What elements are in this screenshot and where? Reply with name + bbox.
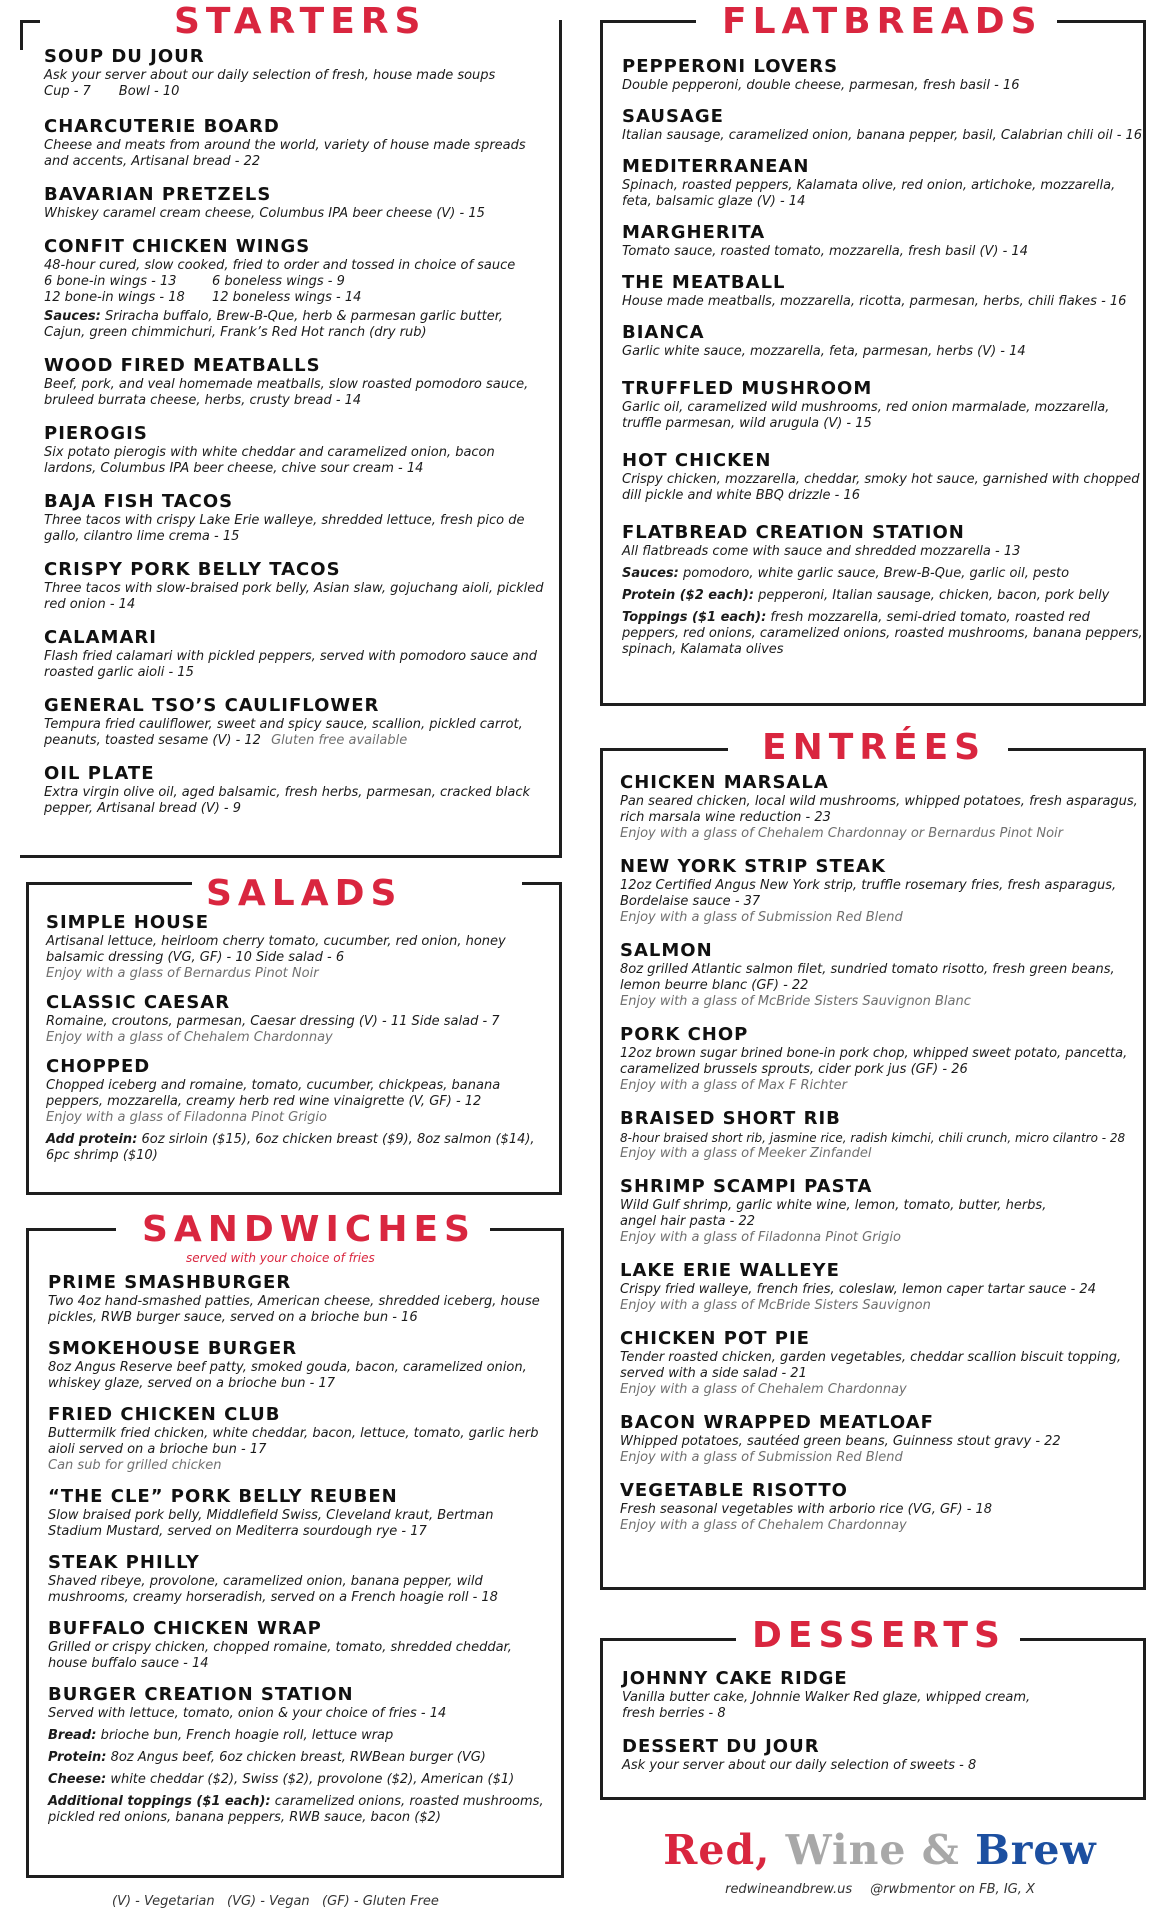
item-name: SHRIMP SCAMPI PASTA (620, 1176, 873, 1197)
list-item (44, 236, 544, 341)
diet-legend: (V) - Vegetarian (VG) - Vegan (GF) - Gluten Free (112, 1894, 439, 1909)
list-item (46, 912, 546, 982)
starters-list (44, 46, 544, 817)
item-name: SOUP DU JOUR (44, 46, 205, 67)
brand-social[interactable]: @rwbmentor on FB, IG, X (870, 1882, 1035, 1897)
item-pairing: Enjoy with a glass of Chehalem Chardonnay (46, 1030, 333, 1045)
wing-row: 12 bone-in wings - 18 12 boneless wings - 14 (44, 290, 362, 305)
item-desc: 12oz brown sugar brined bone-in pork chop, whipped sweet potato, pancetta, caramelized brussels sprouts, cider pork jus (GF) - 26 (620, 1046, 1128, 1077)
item-name: THE MEATBALL (622, 272, 786, 293)
list-item (44, 116, 544, 170)
item-name: SAUSAGE (622, 106, 724, 127)
item-name: SIMPLE HOUSE (46, 912, 210, 933)
item-prices: Cup - 7 Bowl - 10 (44, 84, 180, 99)
logo-amp: & (921, 1826, 960, 1874)
item-name: CHICKEN MARSALA (620, 772, 829, 793)
list-item (46, 992, 546, 1046)
item-extra: Sauces: pomodoro, white garlic sauce, Brew-B-Que, garlic oil, pesto (622, 566, 1070, 581)
item-desc: Tender roasted chicken, garden vegetables, cheddar scallion biscuit topping, served with a side salad - 21 (620, 1350, 1122, 1381)
list-item (620, 1328, 1144, 1398)
item-name: GENERAL TSO’S CAULIFLOWER (44, 695, 380, 716)
item-desc: Wild Gulf shrimp, garlic white wine, lemon, tomato, butter, herbs, angel hair pasta - 22 (620, 1198, 1047, 1229)
item-name: PIEROGIS (44, 423, 148, 444)
item-desc: Slow braised pork belly, Middlefield Swiss, Cleveland kraut, Bertman Stadium Mustard, served on Mediterra sourdough rye - 17 (48, 1508, 494, 1539)
item-desc: Ask your server about our daily selection of sweets - 8 (622, 1758, 977, 1773)
item-pairing: Enjoy with a glass of McBride Sisters Sauvignon Blanc (620, 994, 971, 1009)
item-name: MEDITERRANEAN (622, 156, 810, 177)
item-desc: Romaine, croutons, parmesan, Caesar dressing (V) - 11 Side salad - 7 (46, 1014, 500, 1029)
item-extra: Bread: brioche bun, French hoagie roll, lettuce wrap (48, 1728, 394, 1743)
list-item (622, 222, 1146, 260)
item-desc: 12oz Certified Angus New York strip, truffle rosemary fries, fresh asparagus, Bordelaise sauce - 37 (620, 878, 1117, 909)
item-name: CRISPY PORK BELLY TACOS (44, 559, 341, 580)
item-desc: 8oz grilled Atlantic salmon filet, sundried tomato risotto, fresh green beans, lemon beurre blanc (GF) - 22 (620, 962, 1115, 993)
item-desc: 48-hour cured, slow cooked, fried to order and tossed in choice of sauce (44, 258, 516, 273)
item-name: BIANCA (622, 322, 705, 343)
item-name: SMOKEHOUSE BURGER (48, 1338, 298, 1359)
item-name: PRIME SMASHBURGER (48, 1272, 292, 1293)
item-pairing: Enjoy with a glass of Filadonna Pinot Grigio (46, 1110, 327, 1125)
list-item (44, 355, 544, 409)
item-name: CLASSIC CAESAR (46, 992, 231, 1013)
list-item (48, 1552, 548, 1606)
list-item (48, 1684, 548, 1826)
item-desc: Grilled or crispy chicken, chopped romaine, tomato, shredded cheddar, house buffalo sauce - 14 (48, 1640, 512, 1671)
item-desc: Tomato sauce, roasted tomato, mozzarella, fresh basil (V) - 14 (622, 244, 1028, 259)
item-desc: 8-hour braised short rib, jasmine rice, radish kimchi, chili crunch, micro cilantro - 28 (620, 1131, 1126, 1145)
item-pairing: Enjoy with a glass of Filadonna Pinot Grigio (620, 1230, 901, 1245)
sandwiches-title: SANDWICHES (128, 1210, 490, 1250)
item-name: FLATBREAD CREATION STATION (622, 522, 965, 543)
list-item (44, 184, 544, 222)
item-desc: Cheese and meats from around the world, variety of house made spreads and accents, Artisanal bread - 22 (44, 138, 526, 169)
item-desc: Served with lettuce, tomato, onion & your choice of fries - 14 (48, 1706, 447, 1721)
item-desc: Pan seared chicken, local wild mushrooms, whipped potatoes, fresh asparagus, rich marsala wine reduction - 23 (620, 794, 1138, 825)
list-item (620, 940, 1144, 1010)
list-item (622, 322, 1146, 360)
item-extra: Protein ($2 each): pepperoni, Italian sausage, chicken, bacon, pork belly (622, 588, 1110, 603)
list-item (44, 491, 544, 545)
item-desc: Whipped potatoes, sautéed green beans, Guinness stout gravy - 22 (620, 1434, 1061, 1449)
item-desc: Shaved ribeye, provolone, caramelized onion, banana pepper, wild mushrooms, creamy horseradish, served on a French hoagie roll - 18 (48, 1574, 498, 1605)
item-desc: Vanilla butter cake, Johnnie Walker Red glaze, whipped cream, fresh berries - 8 (622, 1690, 1031, 1721)
list-item (44, 627, 544, 681)
list-item (620, 772, 1144, 842)
item-desc: All flatbreads come with sauce and shredded mozzarella - 13 (622, 544, 1021, 559)
item-pairing: Enjoy with a glass of Submission Red Blend (620, 910, 903, 925)
item-desc: Artisanal lettuce, heirloom cherry tomato, cucumber, red onion, honey balsamic dressing (VG, GF) - 10 Side salad - 6 (46, 934, 506, 965)
item-desc: Italian sausage, caramelized onion, banana pepper, basil, Calabrian chili oil - 16 (622, 128, 1143, 143)
salads-title: SALADS (192, 874, 416, 914)
item-desc: Ask your server about our daily selection of fresh, house made soups (44, 68, 496, 83)
item-name: TRUFFLED MUSHROOM (622, 378, 873, 399)
list-item (48, 1272, 548, 1326)
item-desc: Crispy fried walleye, french fries, coleslaw, lemon caper tartar sauce - 24 (620, 1282, 1096, 1297)
item-desc: 8oz Angus Reserve beef patty, smoked gouda, bacon, caramelized onion, whiskey glaze, served on a brioche bun - 17 (48, 1360, 527, 1391)
list-item (48, 1618, 548, 1672)
list-item (620, 1480, 1144, 1534)
item-name: BACON WRAPPED MEATLOAF (620, 1412, 934, 1433)
item-name: LAKE ERIE WALLEYE (620, 1260, 840, 1281)
list-item (620, 856, 1144, 926)
item-pairing: Enjoy with a glass of Bernardus Pinot Noir (46, 966, 319, 981)
list-item (622, 1736, 1122, 1774)
list-item (44, 695, 544, 749)
item-name: WOOD FIRED MEATBALLS (44, 355, 321, 376)
list-item (620, 1260, 1144, 1314)
list-item (44, 46, 544, 100)
list-item (622, 450, 1146, 504)
item-name: SALMON (620, 940, 713, 961)
list-item (622, 156, 1146, 210)
entrees-list (620, 772, 1144, 1534)
item-name: CHOPPED (46, 1056, 151, 1077)
list-item (48, 1338, 548, 1392)
item-name: OIL PLATE (44, 763, 155, 784)
item-name: STEAK PHILLY (48, 1552, 200, 1573)
item-desc: Garlic oil, caramelized wild mushrooms, red onion marmalade, mozzarella, truffle parmesan, wild arugula (V) - 15 (622, 400, 1110, 431)
item-note: Can sub for grilled chicken (48, 1458, 222, 1473)
item-desc: Whiskey caramel cream cheese, Columbus IPA beer cheese (V) - 15 (44, 206, 485, 221)
item-name: JOHNNY CAKE RIDGE (622, 1668, 848, 1689)
brand-contact (600, 1882, 1160, 1897)
item-desc: Three tacos with slow-braised pork belly, Asian slaw, gojuchang aioli, pickled red onion - 14 (44, 581, 544, 612)
item-name: BURGER CREATION STATION (48, 1684, 354, 1705)
item-pairing: Enjoy with a glass of Meeker Zinfandel (620, 1146, 872, 1161)
item-name: CHARCUTERIE BOARD (44, 116, 280, 137)
list-item (620, 1108, 1144, 1162)
item-desc: Flash fried calamari with pickled peppers, served with pomodoro sauce and roasted garlic aioli - 15 (44, 649, 537, 680)
item-name: BAVARIAN PRETZELS (44, 184, 272, 205)
item-extra: Protein: 8oz Angus beef, 6oz chicken breast, RWBean burger (VG) (48, 1750, 486, 1765)
flatbreads-list (622, 56, 1146, 658)
item-desc: Two 4oz hand-smashed patties, American cheese, shredded iceberg, house pickles, RWB burger sauce, served on a brioche bun - 16 (48, 1294, 540, 1325)
item-extra: Cheese: white cheddar ($2), Swiss ($2), provolone ($2), American ($1) (48, 1772, 515, 1787)
list-item (622, 1668, 1122, 1722)
list-item (622, 272, 1146, 310)
item-name: MARGHERITA (622, 222, 766, 243)
item-desc: Crispy chicken, mozzarella, cheddar, smoky hot sauce, garnished with chopped dill pickle and white BBQ drizzle - 16 (622, 472, 1140, 503)
salads-protein: Add protein: 6oz sirloin ($15), 6oz chicken breast ($9), 8oz salmon ($14), 6pc shrimp ($10) (46, 1132, 535, 1163)
sandwiches-list (48, 1272, 548, 1826)
item-desc: Extra virgin olive oil, aged balsamic, fresh herbs, parmesan, cracked black pepper, Artisanal bread (V) - 9 (44, 785, 531, 816)
flatbreads-title: FLATBREADS (708, 2, 1057, 42)
list-item (44, 559, 544, 613)
logo-comma: , (755, 1826, 771, 1874)
item-desc: Fresh seasonal vegetables with arborio rice (VG, GF) - 18 (620, 1502, 993, 1517)
item-name: CHICKEN POT PIE (620, 1328, 810, 1349)
item-pairing: Enjoy with a glass of Chehalem Chardonnay (620, 1518, 907, 1533)
item-extra: Sauces: Sriracha buffalo, Brew-B-Que, herb & parmesan garlic butter, Cajun, green chimmichuri, Frank’s Red Hot ranch (dry rub) (44, 309, 503, 340)
item-name: CONFIT CHICKEN WINGS (44, 236, 311, 257)
starters-frame-top (20, 20, 40, 50)
item-desc: Tempura fried cauliflower, sweet and spicy sauce, scallion, pickled carrot, peanuts, toasted sesame (V) - 12 Gluten free available (44, 717, 523, 748)
item-name: DESSERT DU JOUR (622, 1736, 820, 1757)
item-name: VEGETABLE RISOTTO (620, 1480, 848, 1501)
list-item (44, 423, 544, 477)
list-item (44, 763, 544, 817)
list-item (622, 56, 1146, 94)
entrees-title: ENTRÉES (748, 728, 1000, 768)
list-item (620, 1024, 1144, 1094)
item-name: BUFFALO CHICKEN WRAP (48, 1618, 322, 1639)
item-desc: Three tacos with crispy Lake Erie walleye, shredded lettuce, fresh pico de gallo, cilantro lime crema - 15 (44, 513, 525, 544)
list-item (48, 1486, 548, 1540)
item-extra: Toppings ($1 each): fresh mozzarella, semi-dried tomato, roasted red peppers, red onions, caramelized onions, roasted mushrooms, banana peppers, spinach, Kalamata olives (622, 610, 1143, 657)
item-name: BAJA FISH TACOS (44, 491, 234, 512)
list-item (622, 106, 1146, 144)
item-pairing: Enjoy with a glass of Max F Richter (620, 1078, 847, 1093)
item-name: BRAISED SHORT RIB (620, 1108, 841, 1129)
wing-row: 6 bone-in wings - 13 6 boneless wings - 9 (44, 274, 345, 289)
item-name: “THE CLE” PORK BELLY REUBEN (48, 1486, 398, 1507)
starters-title: STARTERS (160, 2, 440, 42)
item-desc: Beef, pork, and veal homemade meatballs, slow roasted pomodoro sauce, bruleed burrata cheese, herbs, crusty bread - 14 (44, 377, 529, 408)
item-pairing: Enjoy with a glass of Chehalem Chardonnay (620, 1382, 907, 1397)
brand-website[interactable]: redwineandbrew.us (725, 1882, 853, 1897)
item-name: HOT CHICKEN (622, 450, 772, 471)
logo-red: Red (663, 1826, 756, 1874)
item-name: FRIED CHICKEN CLUB (48, 1404, 281, 1425)
item-desc: Chopped iceberg and romaine, tomato, cucumber, chickpeas, banana peppers, mozzarella, creamy herb red wine vinaigrette (V, GF) - 12 (46, 1078, 501, 1109)
item-desc: Six potato pierogis with white cheddar and caramelized onion, bacon lardons, Columbus IPA beer cheese, chive sour cream - 14 (44, 445, 495, 476)
item-desc: Double pepperoni, double cheese, parmesan, fresh basil - 16 (622, 78, 1020, 93)
item-name: NEW YORK STRIP STEAK (620, 856, 886, 877)
item-name: PORK CHOP (620, 1024, 749, 1045)
brand-logo (600, 1826, 1160, 1874)
item-pairing: Enjoy with a glass of McBride Sisters Sauvignon (620, 1298, 931, 1313)
item-extra: Additional toppings ($1 each): caramelized onions, roasted mushrooms, pickled red onions, banana peppers, RWB sauce, bacon ($2) (48, 1794, 544, 1825)
item-desc: Spinach, roasted peppers, Kalamata olive, red onion, artichoke, mozzarella, feta, balsamic glaze (V) - 14 (622, 178, 1116, 209)
item-name: PEPPERONI LOVERS (622, 56, 839, 77)
list-item (48, 1404, 548, 1474)
logo-brew: Brew (975, 1826, 1097, 1874)
list-item (622, 378, 1146, 432)
desserts-list (622, 1668, 1122, 1774)
list-item (620, 1412, 1144, 1466)
item-desc: Garlic white sauce, mozzarella, feta, parmesan, herbs (V) - 14 (622, 344, 1026, 359)
item-desc: Buttermilk fried chicken, white cheddar, bacon, lettuce, tomato, garlic herb aioli served on a brioche bun - 17 (48, 1426, 539, 1457)
logo-wine: Wine (785, 1826, 907, 1874)
desserts-title: DESSERTS (738, 1616, 1020, 1656)
item-pairing: Enjoy with a glass of Submission Red Blend (620, 1450, 903, 1465)
list-item (620, 1176, 1144, 1246)
item-note: Gluten free available (271, 733, 408, 748)
item-pairing: Enjoy with a glass of Chehalem Chardonnay or Bernardus Pinot Noir (620, 826, 1064, 841)
list-item (46, 1056, 546, 1126)
item-desc: House made meatballs, mozzarella, ricotta, parmesan, herbs, chili flakes - 16 (622, 294, 1127, 309)
item-name: CALAMARI (44, 627, 157, 648)
list-item (622, 522, 1146, 658)
salads-list (46, 912, 546, 1164)
sandwiches-subtitle: served with your choice of fries (186, 1251, 375, 1265)
